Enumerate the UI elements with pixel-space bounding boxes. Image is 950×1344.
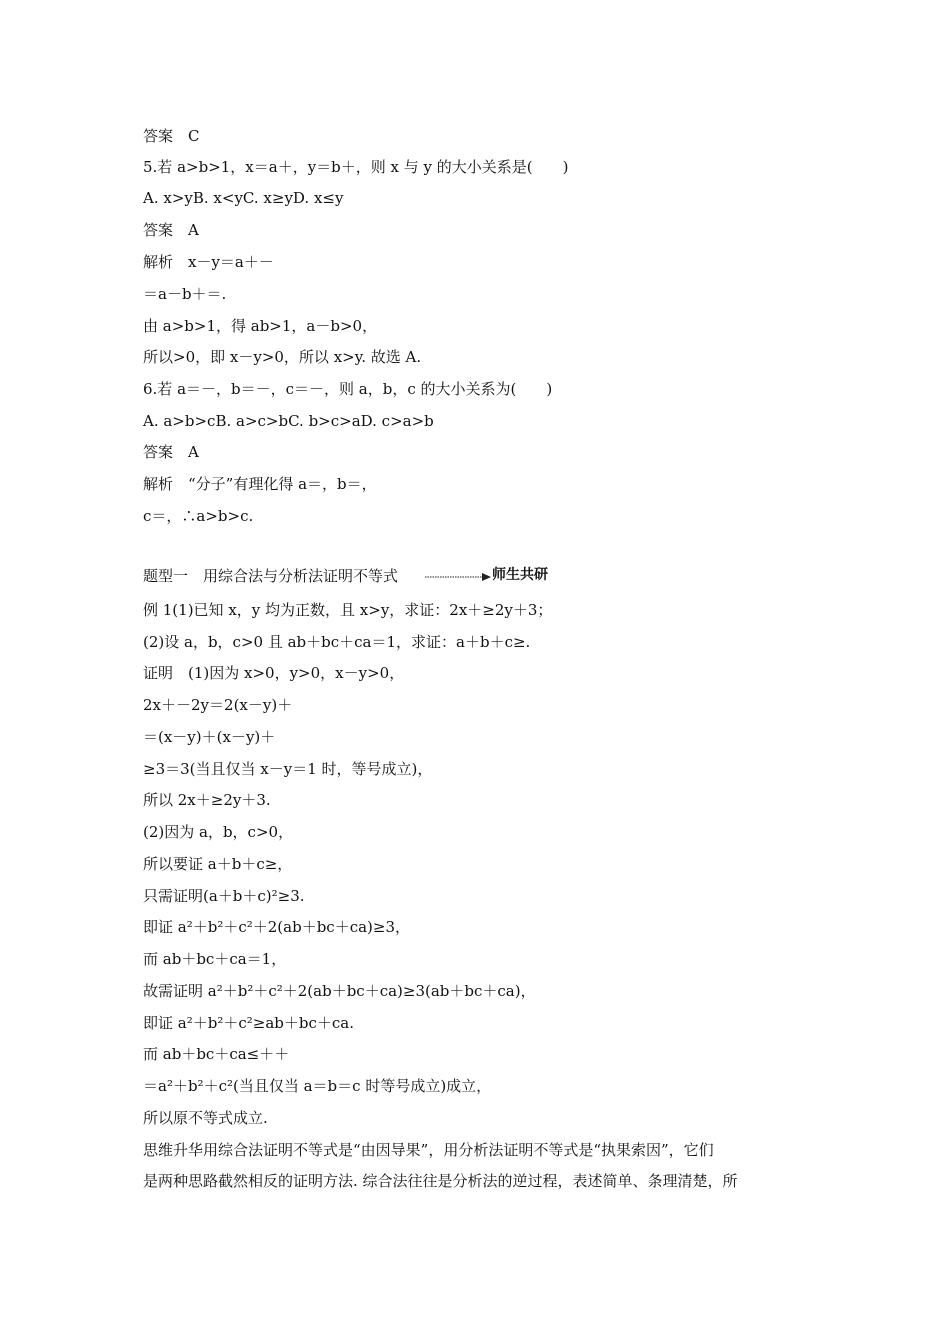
proof-line-11: 故需证明 a²＋b²＋c²＋2(ab＋bc＋ca)≥3(ab＋bc＋ca)，: [143, 982, 536, 1000]
proof-line-10: 而 ab＋bc＋ca＝1，: [143, 950, 287, 968]
example-1-part-2: (2)设 a，b，c>0 且 ab＋bc＋ca＝1，求证：a＋b＋c≥.: [143, 633, 531, 651]
question-6: 6.若 a＝－，b＝－，c＝－，则 a，b，c 的大小关系为( ): [143, 380, 553, 398]
analysis-line-q5-4: 所以>0，即 x－y>0，所以 x>y. 故选 A.: [143, 348, 422, 366]
question-5: 5.若 a>b>1，x＝a＋，y＝b＋，则 x 与 y 的大小关系是( ): [143, 158, 569, 176]
proof-line-2: 2x＋－2y＝2(x－y)＋: [143, 696, 293, 714]
question-6-options: A. a>b>cB. a>c>bC. b>c>aD. c>a>b: [143, 412, 434, 430]
proof-line-7: 所以要证 a＋b＋c≥，: [143, 855, 293, 873]
proof-line-12: 即证 a²＋b²＋c²≥ab＋bc＋ca.: [143, 1014, 354, 1032]
summary-line-1: 思维升华用综合法证明不等式是“由因导果”，用分析法证明不等式是“执果索因”，它们: [143, 1141, 714, 1159]
proof-line-14: ＝a²＋b²＋c²(当且仅当 a＝b＝c 时等号成立)成立，: [143, 1077, 492, 1095]
question-5-options: A. x>yB. x<yC. x≥yD. x≤y: [143, 189, 344, 207]
analysis-line-q6-1: 解析 “分子”有理化得 a＝，b＝，: [143, 475, 377, 493]
analysis-line-q5-1: 解析 x－y＝a＋－: [143, 253, 274, 271]
answer-line-q4: 答案 C: [143, 127, 200, 145]
answer-line-q6: 答案 A: [143, 443, 199, 461]
example-1-part-1: 例 1(1)已知 x，y 均为正数，且 x>y，求证：2x＋≥2y＋3；: [143, 601, 553, 619]
arrow-right-icon: [425, 569, 491, 587]
section-heading: [143, 566, 563, 588]
proof-line-6: (2)因为 a，b，c>0，: [143, 823, 294, 841]
analysis-line-q5-3: 由 a>b>1，得 ab>1，a－b>0，: [143, 317, 378, 335]
proof-line-4: ≥3＝3(当且仅当 x－y＝1 时，等号成立)，: [143, 760, 433, 778]
summary-line-2: 是两种思路截然相反的证明方法. 综合法往往是分析法的逆过程，表述简单、条理清楚，所: [143, 1172, 738, 1190]
section-badge: 师生共研: [492, 567, 548, 583]
proof-line-3: ＝(x－y)＋(x－y)＋: [143, 728, 276, 746]
analysis-line-q5-2: ＝a－b＋＝.: [143, 285, 227, 303]
proof-line-13: 而 ab＋bc＋ca≤＋＋: [143, 1045, 290, 1063]
proof-line-9: 即证 a²＋b²＋c²＋2(ab＋bc＋ca)≥3，: [143, 918, 411, 936]
answer-line-q5: 答案 A: [143, 221, 199, 239]
proof-line-5: 所以 2x＋≥2y＋3.: [143, 791, 271, 809]
section-title: 题型一 用综合法与分析法证明不等式: [143, 567, 399, 585]
analysis-line-q6-2: c＝，∴a>b>c.: [143, 507, 254, 525]
proof-line-8: 只需证明(a＋b＋c)²≥3.: [143, 887, 305, 905]
proof-line-1: 证明 (1)因为 x>0，y>0，x－y>0，: [143, 664, 405, 682]
proof-line-15: 所以原不等式成立.: [143, 1109, 268, 1127]
